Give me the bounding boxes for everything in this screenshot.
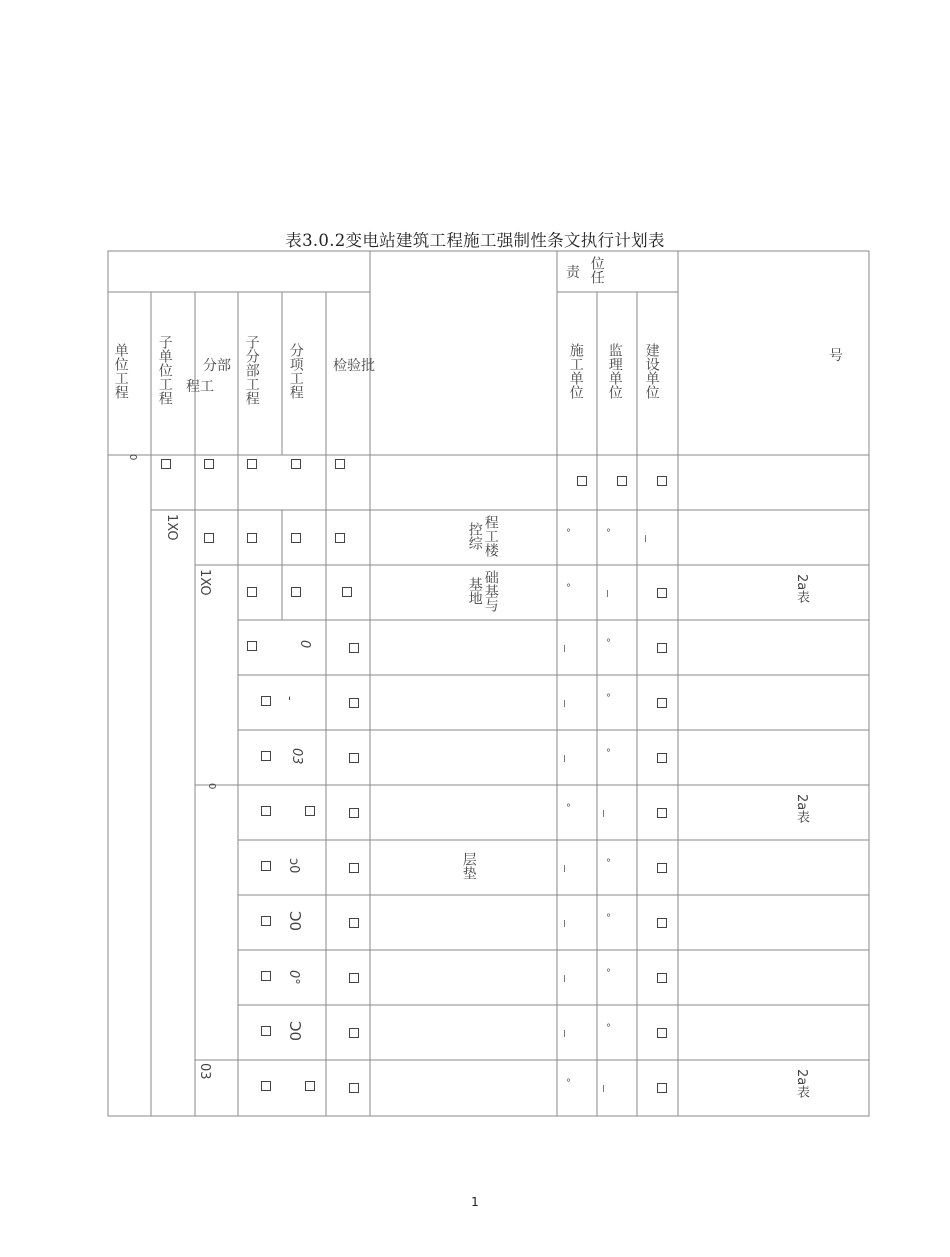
title-text: 变电站建筑工程施工强制性条文执行计划表 <box>345 231 665 250</box>
checkbox[interactable] <box>261 751 271 761</box>
checkbox[interactable] <box>261 1026 271 1036</box>
checkbox[interactable] <box>204 533 214 543</box>
row-name: 层垫 <box>460 852 477 880</box>
checkbox[interactable] <box>349 808 359 818</box>
checkbox[interactable] <box>204 459 214 469</box>
mark-dot: ° <box>566 528 571 539</box>
header-supervision-unit: 监理单位 <box>606 343 623 399</box>
checkbox[interactable] <box>349 973 359 983</box>
checkbox[interactable] <box>261 1081 271 1091</box>
checkbox[interactable] <box>349 643 359 653</box>
form-label <box>792 1069 811 1098</box>
checkbox[interactable] <box>349 918 359 928</box>
header-division-a: 分部 <box>203 358 231 374</box>
form-label <box>792 794 811 823</box>
checkbox[interactable] <box>657 808 667 818</box>
checkbox[interactable] <box>261 916 271 926</box>
responsibility-sub: 位任 <box>588 256 605 284</box>
mark-bar <box>607 590 608 597</box>
checkbox[interactable] <box>291 587 301 597</box>
checkbox[interactable] <box>657 753 667 763</box>
checkbox[interactable] <box>261 971 271 981</box>
checkbox[interactable] <box>349 863 359 873</box>
form-label <box>792 574 811 603</box>
mark-dot: ° <box>606 968 611 979</box>
row-name-line2: 基地 <box>466 577 483 605</box>
checkbox[interactable] <box>305 1081 315 1091</box>
division-code-1: 1XO <box>197 569 212 596</box>
mark-bar <box>564 645 565 652</box>
checkbox[interactable] <box>657 643 667 653</box>
checkbox[interactable] <box>349 753 359 763</box>
title-prefix: 表 <box>285 231 303 250</box>
checkbox[interactable] <box>657 1083 667 1093</box>
mark-bar <box>603 810 604 817</box>
checkbox[interactable] <box>261 806 271 816</box>
item-code: - <box>282 696 297 701</box>
row-name-line1: 础基与 <box>482 570 499 612</box>
form-label-text: 2a表 <box>794 794 809 824</box>
division-code-3: 03 <box>197 1063 212 1080</box>
checkbox[interactable] <box>261 861 271 871</box>
header-sub-unit-project: 子单位工程 <box>156 335 173 405</box>
table-border <box>108 251 869 1116</box>
mark-dot: ° <box>566 803 571 814</box>
checkbox[interactable] <box>247 641 257 651</box>
checkbox[interactable] <box>161 459 171 469</box>
header-inspection-lot: 检验批 <box>333 358 375 374</box>
mark-bar <box>603 1085 604 1092</box>
title-number: 3.0.2 <box>302 231 346 250</box>
checkbox[interactable] <box>349 698 359 708</box>
item-code: Ͻ0 <box>286 911 304 932</box>
mark-bar <box>645 535 646 542</box>
checkbox[interactable] <box>577 476 587 486</box>
item-code: Ͻ0 <box>286 1021 304 1042</box>
header-number-col: 号 <box>829 348 843 364</box>
header-owner-unit: 建设单位 <box>643 343 660 399</box>
checkbox[interactable] <box>247 459 257 469</box>
mark-bar <box>564 700 565 707</box>
row-name-line1: 程工楼 <box>482 515 499 557</box>
checkbox[interactable] <box>247 587 257 597</box>
checkbox[interactable] <box>247 533 257 543</box>
unit-mark: 0 <box>127 454 138 461</box>
checkbox[interactable] <box>291 459 301 469</box>
header-division-b: 程工 <box>186 379 214 395</box>
mark-dot: ° <box>606 748 611 759</box>
mark-dot: ° <box>606 528 611 539</box>
mark-dot: ° <box>606 1023 611 1034</box>
mark-dot: ° <box>606 693 611 704</box>
mark-dot: ° <box>606 638 611 649</box>
row-name-line2: 控综 <box>466 522 483 550</box>
mark-dot: ° <box>566 583 571 594</box>
mark-dot: ° <box>606 858 611 869</box>
checkbox[interactable] <box>349 1028 359 1038</box>
mark-bar <box>564 920 565 927</box>
checkbox[interactable] <box>657 918 667 928</box>
checkbox[interactable] <box>657 863 667 873</box>
form-label-text: 2a表 <box>794 574 809 604</box>
checkbox[interactable] <box>617 476 627 486</box>
checkbox[interactable] <box>657 476 667 486</box>
item-code: 03 <box>289 748 304 765</box>
division-code-2: 0 <box>206 783 217 790</box>
checkbox[interactable] <box>657 588 667 598</box>
page-number: 1 <box>471 1195 479 1209</box>
item-code: 0° <box>286 970 301 985</box>
mark-bar <box>564 865 565 872</box>
mark-bar <box>564 1030 565 1037</box>
checkbox[interactable] <box>349 1083 359 1093</box>
checkbox[interactable] <box>342 587 352 597</box>
item-code: 0 <box>297 640 312 649</box>
mark-dot: ° <box>566 1078 571 1089</box>
checkbox[interactable] <box>305 806 315 816</box>
mark-bar <box>564 975 565 982</box>
checkbox[interactable] <box>261 696 271 706</box>
header-construction-unit: 施工单位 <box>567 343 584 399</box>
checkbox[interactable] <box>657 1028 667 1038</box>
checkbox[interactable] <box>657 698 667 708</box>
item-code: ͻ0 <box>286 858 301 874</box>
checkbox[interactable] <box>657 973 667 983</box>
checkbox[interactable] <box>335 459 345 469</box>
sub-unit-code: 1XO <box>164 514 179 541</box>
checkbox[interactable] <box>335 533 345 543</box>
mark-dot: ° <box>606 913 611 924</box>
responsibility-label: 责 <box>566 265 580 281</box>
header-item-project: 分项工程 <box>287 343 304 399</box>
form-label-text: 2a表 <box>794 1069 809 1099</box>
header-sub-division-project: 子分部工程 <box>243 335 260 405</box>
checkbox[interactable] <box>291 533 301 543</box>
header-unit-project: 单位工程 <box>112 343 129 399</box>
mark-bar <box>564 755 565 762</box>
